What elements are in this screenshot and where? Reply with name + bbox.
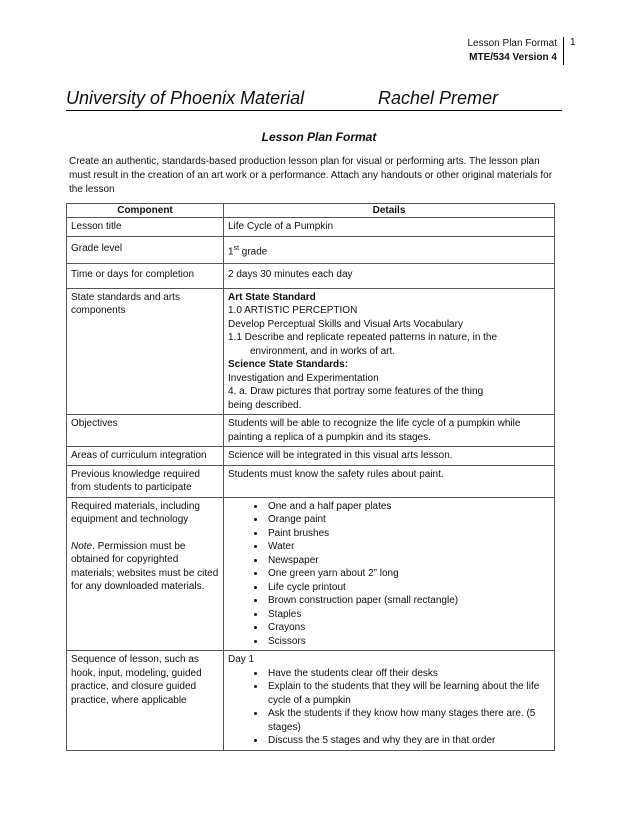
table-row — [67, 651, 555, 751]
row-value: Life Cycle of a Pumpkin — [224, 218, 555, 237]
page-number: 1 — [570, 37, 576, 48]
row-value — [224, 236, 555, 264]
list-item: • Have the students clear off their desks — [266, 667, 550, 681]
table-row — [67, 236, 555, 264]
page-subtitle: Lesson Plan Format — [261, 130, 377, 144]
note-emphasis: Note — [71, 540, 93, 552]
standard-line: Develop Perceptual Skills and Visual Arts Vocabulary — [228, 318, 463, 330]
document-title: University of Phoenix Material — [66, 88, 305, 108]
row-label: Areas of curriculum integration — [67, 447, 224, 466]
sequence-list — [228, 667, 550, 748]
materials-note — [71, 540, 219, 594]
list-item: • Paint brushes — [266, 527, 550, 541]
table-row — [67, 264, 555, 289]
row-value — [224, 651, 555, 751]
instructions-paragraph: Create an authentic, standards-based production lesson plan for visual or performing arts. The lesson plan must result in the creation of an art work or a performance. Attach any handouts or other original materials for the lesson — [69, 156, 553, 195]
standard-line: 4. a. Draw pictures that portray some features of the thing — [228, 386, 484, 398]
row-label: Time or days for completion — [67, 264, 224, 289]
list-item: • Scissors — [266, 635, 550, 649]
row-label: Grade level — [67, 236, 224, 264]
list-item: • Discuss the 5 stages and why they are in that order — [266, 734, 550, 748]
row-value: 2 days 30 minutes each day — [224, 264, 555, 289]
standard-line: Investigation and Experimentation — [228, 372, 379, 384]
list-item: • Newspaper — [266, 554, 550, 568]
art-standard-heading: Art State Standard — [228, 291, 316, 303]
materials-label: Required materials, including equipment and technology — [71, 500, 200, 526]
standard-line: 1.1 Describe and replicate repeated patterns in nature, in the — [228, 332, 498, 344]
column-header-details: Details — [224, 204, 555, 218]
row-label: Sequence of lesson, such as hook, input, modeling, guided practice, and closure guided practice, where applicable — [67, 651, 224, 751]
header-version: MTE/534 Version 4 — [469, 52, 557, 63]
row-value: Students must know the safety rules about paint. — [224, 465, 555, 497]
row-value: Science will be integrated in this visual arts lesson. — [224, 447, 555, 466]
table-row — [67, 415, 555, 447]
grade-text: grade — [239, 245, 268, 257]
author-name: Rachel Premer — [378, 88, 499, 108]
standard-line: 1.0 ARTISTIC PERCEPTION — [228, 305, 358, 317]
document-title-bar — [66, 88, 562, 111]
standard-line: environment, and in works of art. — [250, 345, 396, 357]
list-item: • Crayons — [266, 621, 550, 635]
grade-suffix: st — [233, 244, 240, 252]
running-header — [468, 37, 565, 65]
table-row — [67, 497, 555, 651]
row-label: Previous knowledge required from students to participate — [67, 465, 224, 497]
table-row — [67, 288, 555, 415]
standard-line: being described. — [228, 399, 302, 411]
header-title: Lesson Plan Format — [467, 38, 557, 49]
column-header-component: Component — [67, 204, 224, 218]
grade-number: 1 — [228, 245, 234, 257]
row-value: Students will be able to recognize the life cycle of a pumpkin while painting a replica of a pumpkin and its stages. — [224, 415, 555, 447]
row-value — [224, 497, 555, 651]
note-text: . Permission must be obtained for copyrighted materials; websites must be cited for any downloaded materials. — [71, 540, 219, 593]
table-row — [67, 465, 555, 497]
day-heading: Day 1 — [228, 654, 255, 666]
list-item: • Staples — [266, 608, 550, 622]
list-item: • Brown construction paper (small rectangle) — [266, 594, 550, 608]
list-item: • One green yarn about 2” long — [266, 567, 550, 581]
row-label: Lesson title — [67, 218, 224, 237]
list-item: • Orange paint — [266, 513, 550, 527]
row-label — [67, 497, 224, 651]
table-row — [67, 447, 555, 466]
list-item: • Ask the students if they know how many stages there are. (5 stages) — [266, 707, 550, 734]
table-header-row — [67, 204, 555, 218]
list-item: • Explain to the students that they will be learning about the life cycle of a pumpkin — [266, 680, 550, 707]
lesson-plan-table — [66, 203, 555, 751]
row-value — [224, 288, 555, 415]
row-label: Objectives — [67, 415, 224, 447]
materials-list — [228, 500, 550, 649]
table-row — [67, 218, 555, 237]
list-item: • One and a half paper plates — [266, 500, 550, 514]
list-item: • Water — [266, 540, 550, 554]
row-label: State standards and arts components — [67, 288, 224, 415]
list-item: • Life cycle printout — [266, 581, 550, 595]
science-standard-heading: Science State Standards: — [228, 359, 349, 371]
